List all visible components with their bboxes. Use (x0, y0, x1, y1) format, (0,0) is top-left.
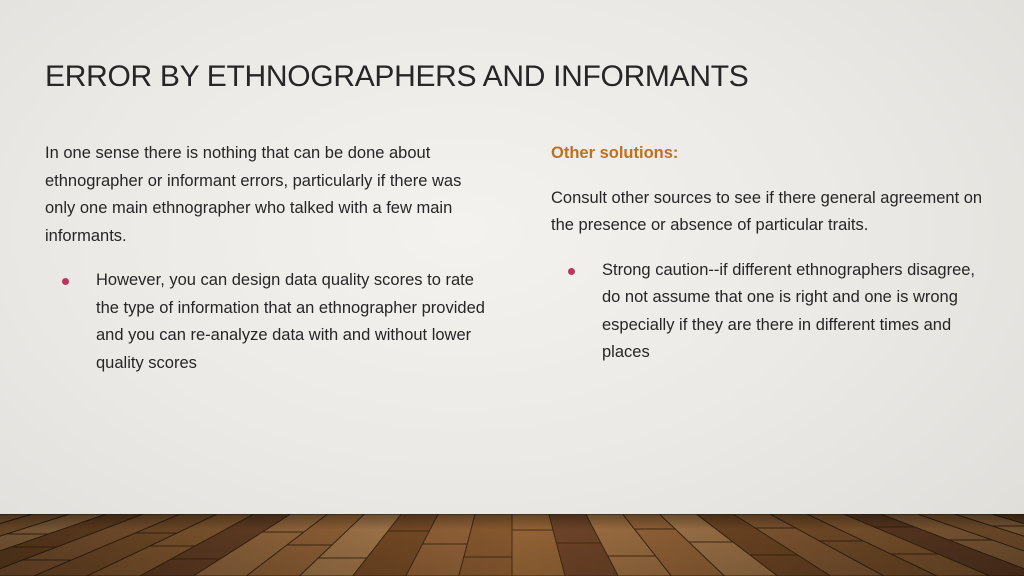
wooden-floor (0, 514, 1024, 576)
right-column (551, 140, 991, 367)
bullet-dot-icon (62, 278, 69, 285)
wooden-floor-graphic (0, 514, 1024, 576)
left-bullet-text: However, you can design data quality scores to rate the type of information that an ethnographer provided and you can re-analyze data with and without lower quality scores (96, 271, 485, 372)
slide-title: ERROR BY ETHNOGRAPHERS AND INFORMANTS (45, 60, 749, 93)
right-heading: Other solutions: (551, 144, 679, 162)
left-paragraph: In one sense there is nothing that can be done about ethnographer or informant errors, particularly if there was only one main ethnographer who talked with a few main informants. (45, 144, 462, 245)
right-bullet-item (551, 257, 991, 367)
left-column (45, 140, 495, 377)
right-paragraph: Consult other sources to see if there general agreement on the presence or absence of particular traits. (551, 188, 983, 234)
bullet-dot-icon (568, 268, 575, 275)
left-bullet-item (45, 267, 495, 377)
right-bullet-text: Strong caution--if different ethnographers disagree, do not assume that one is right and one is wrong especially if they are there in different times and places (602, 260, 976, 361)
